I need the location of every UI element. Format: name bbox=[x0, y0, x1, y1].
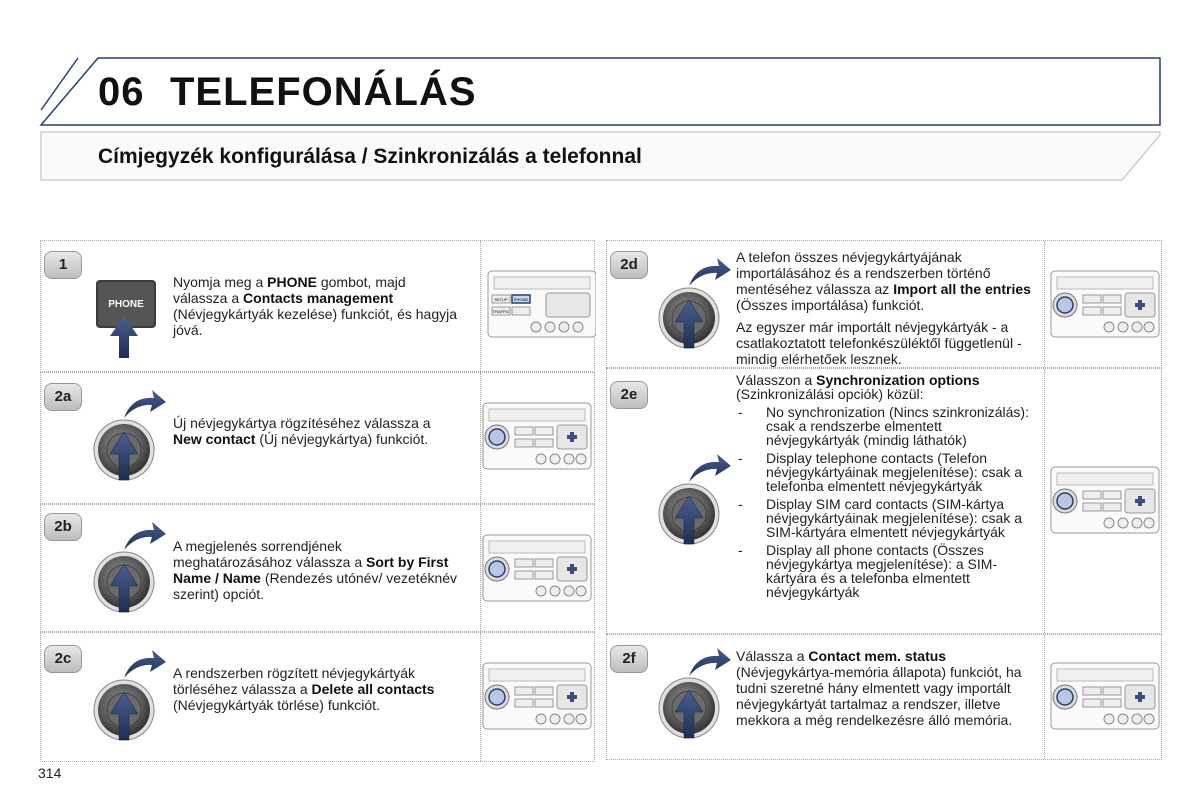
step-badge: 2d bbox=[610, 251, 648, 279]
chapter-number: 06 bbox=[98, 70, 145, 114]
radio-panel-image bbox=[480, 633, 596, 761]
list-item: - Display telephone contacts (Telefon névjegykártyáinak megjelenítése): csak a telefonba elmentett névjegykártyák bbox=[736, 451, 1036, 493]
step-2e-text: Válasszon a Synchronization options (Szinkronizálási opciók) közül: - No synchronization (Nincs szinkronizálás): csak a rendszerbe elmentett névjegykártyák (mindig láthatók) - Display telephone contacts (Telefon névjegykártyáinak megjelenítése): csak a telefonba elmentett névjegykártyák - Display SIM card contacts (SIM-kártya névjegykártyáinak megjelenítése): csak a SIM-kártyára elmentett névjegykártyák - Display all phone contacts (Összes névjegykártya megjelenítése): a SIM-kártyára és a telefonba elmentett névjegykártyák bbox=[736, 373, 1036, 603]
rotary-knob-icon bbox=[92, 648, 172, 748]
step-badge: 2c bbox=[44, 645, 82, 673]
radio-panel-image bbox=[480, 505, 596, 631]
step-badge: 2f bbox=[610, 645, 648, 673]
step-badge: 2b bbox=[44, 513, 82, 541]
step-2d-text: A telefon összes névjegykártyájának importálásához és a rendszerben történő mentéséhez válassza az Import all the entries (Összes importálása) funkciót. Az egyszer már importált névjegykártyák - a csatlakoztatott telefonkészüléktől függetlenül - mindig elérhetőek lesznek. bbox=[736, 249, 1031, 367]
radio-panel-image bbox=[480, 241, 596, 371]
phone-key-icon bbox=[92, 280, 162, 360]
step-badge: 1 bbox=[44, 251, 82, 279]
rotary-knob-icon bbox=[657, 256, 737, 356]
rotary-knob-icon bbox=[657, 452, 737, 552]
radio-panel-image bbox=[1044, 369, 1163, 633]
chapter-title: TELEFONÁLÁS bbox=[170, 70, 477, 114]
radio-phone-label: PHONE bbox=[513, 297, 529, 302]
sync-options-list bbox=[736, 405, 1036, 599]
section-title: Címjegyzék konfigurálása / Szinkronizálás a telefonnal bbox=[98, 145, 642, 168]
list-item: - Display all phone contacts (Összes névjegykártya megjelenítése): a SIM-kártyára és a telefonba elmentett névjegykártyák bbox=[736, 543, 1036, 599]
step-2a-text: Új névjegykártya rögzítéséhez válassza a New contact (Új névjegykártya) funkciót. bbox=[173, 415, 431, 447]
radio-traffic-label: TRAFFIC bbox=[492, 309, 510, 314]
step-2c-text: A rendszerben rögzített névjegykártyák törléséhez válassza a Delete all contacts (Névjegykártyák törlése) funkciót. bbox=[173, 665, 435, 713]
phone-key-label: PHONE bbox=[108, 299, 144, 310]
rotary-knob-icon bbox=[92, 388, 172, 488]
radio-panel-image bbox=[1044, 635, 1163, 759]
step-badge: 2a bbox=[44, 383, 82, 411]
list-item: - No synchronization (Nincs szinkronizálás): csak a rendszerbe elmentett névjegykártyák (mindig láthatók) bbox=[736, 405, 1036, 447]
step-2b-text: A megjelenés sorrendjének meghatározásához válassza a Sort by First Name / Name (Rendezés utónév/ vezetéknév szerint) opciót. bbox=[173, 538, 458, 602]
page-number: 314 bbox=[38, 765, 62, 781]
radio-panel-image bbox=[1044, 241, 1163, 367]
step-badge: 2e bbox=[610, 381, 648, 409]
radio-setup-label: SETUP bbox=[494, 297, 508, 302]
step-1-text: Nyomja meg a PHONE gombot, majd válassza a Contacts management (Névjegykártyák kezelése) funkciót, és hagyja jóvá. bbox=[173, 274, 458, 338]
rotary-knob-icon bbox=[657, 646, 737, 746]
step-2f-text: Válassza a Contact mem. status (Névjegykártya-memória állapota) funkciót, ha tudni szeretné hány elmentett vagy importált névjegykártyát tartalmaz a rendszer, illetve mekkora a még rendelkezésre álló memória. bbox=[736, 648, 1022, 728]
rotary-knob-icon bbox=[92, 520, 172, 620]
list-item: - Display SIM card contacts (SIM-kártya névjegykártyáinak megjelenítése): csak a SIM-kártyára elmentett névjegykártyák bbox=[736, 497, 1036, 539]
radio-panel-image bbox=[480, 373, 596, 503]
